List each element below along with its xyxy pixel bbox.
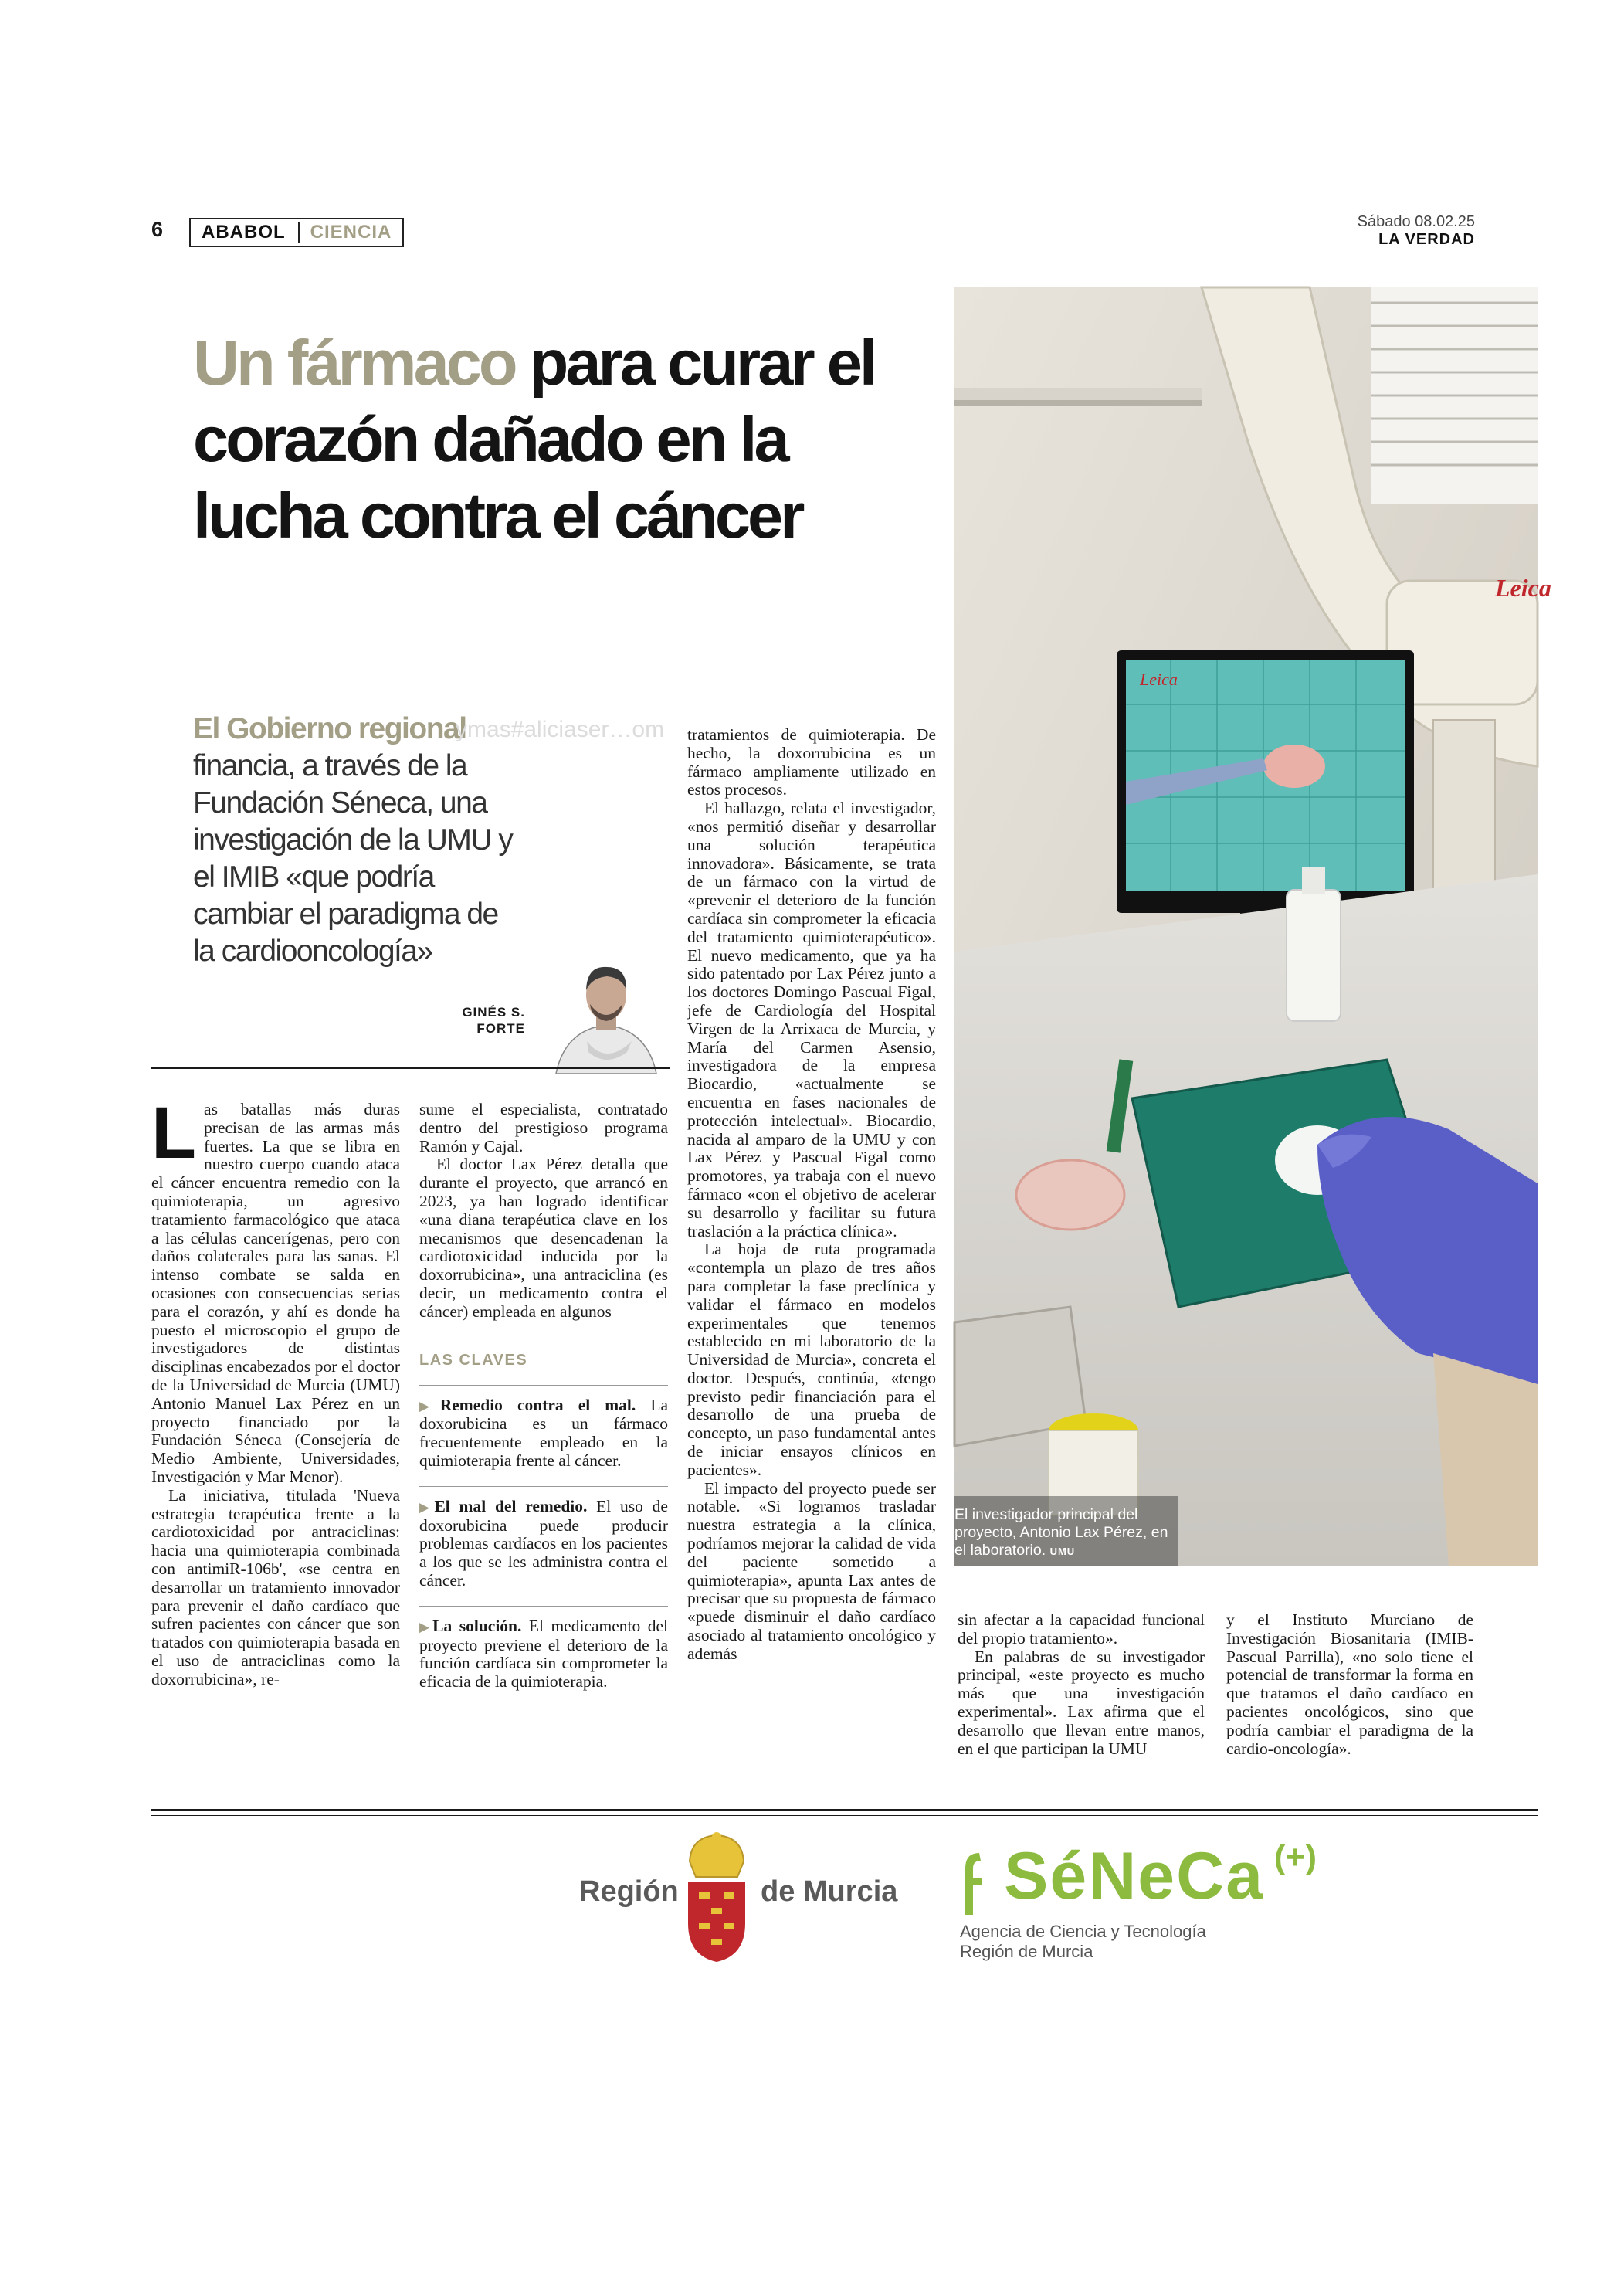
drop-cap: L	[151, 1092, 197, 1174]
headline-rest: para curar el corazón dañado en la lucha contra el cáncer	[193, 327, 874, 551]
seneca-f-icon	[956, 1850, 987, 1916]
paragraph: En palabras de su investigador principal, «este proyecto es mucho más que una investigación experimental». Lax afirma que el desarrollo que llevan entre manos, en el que participan la UMU	[958, 1647, 1205, 1758]
claves-title: LAS CLAVES	[419, 1342, 668, 1369]
seneca-line2: Región de Murcia	[960, 1942, 1093, 1961]
triangle-bullet-icon: ▶	[419, 1499, 435, 1515]
section-primary: ABABOL	[191, 222, 300, 243]
clave-item	[419, 1486, 668, 1590]
byline	[417, 1004, 525, 1037]
paragraph: y el Instituto Murciano de Investigación Biosanitaria (IMIB-Pascual Parrilla), «no solo tiene el potencial de transformar la forma en que tratamos el daño cardíaco en pacientes oncológicos, sino que podría cambiar el paradigma de la cardio-oncología».	[1226, 1610, 1473, 1758]
triangle-bullet-icon: ▶	[419, 1619, 433, 1634]
monitor-brand: Leica	[1140, 670, 1178, 689]
section-label	[189, 218, 404, 247]
paragraph: sin afectar a la capacidad funcional del propio tratamiento».	[958, 1610, 1205, 1648]
paragraph: El impacto del proyecto puede ser notable. «Si logramos trasladar nuestra estrategia a la clínica, podríamos mejorar la calidad de vida del paciente sometido a quimioterapia», apunta Lax antes de precisar que su propuesta de fármaco «puede disminuir el daño cardíaco asociado al tratamiento oncológico y además	[687, 1478, 936, 1663]
clave-text: El medicamento del proyecto previene el deterioro de la función cardíaca sin comprometer la eficacia de la quimioterapia.	[419, 1616, 668, 1692]
lab-photo	[954, 287, 1551, 1566]
clave-title: Remedio contra el mal.	[439, 1395, 636, 1414]
murcia-shield-icon	[682, 1831, 751, 1963]
triangle-bullet-icon: ▶	[419, 1398, 440, 1413]
headline	[193, 324, 950, 554]
body-column-3	[687, 726, 936, 1664]
photo-caption-text: El investigador principal del proyecto, Antonio Lax Pérez, en el laboratorio.	[954, 1506, 1168, 1559]
region-murcia-left: Región	[579, 1875, 679, 1908]
photo-caption	[954, 1506, 1178, 1560]
watermark: ymas#aliciaser…om	[456, 717, 665, 742]
clave-text: El uso de doxorubicina puede producir problemas cardíacos en los pacientes a los que se les administra contra el cáncer.	[419, 1496, 668, 1590]
clave-item	[419, 1385, 668, 1471]
issue-date: Sábado 08.02.25	[1357, 213, 1475, 230]
clave-item	[419, 1606, 668, 1692]
seneca-logo: SéNeCa	[1004, 1839, 1265, 1913]
paragraph: La iniciativa, titulada 'Nueva estrategia terapéutica frente a la cardiotoxicidad por antraciclinas: hacia una quimioterapia combinada con antimiR-106b', «se centra en desarrollar un tratamiento innovador para prevenir el daño cardíaco que sufren pacientes con cáncer que son tratados con quimioterapia basada en el uso de antraciclinas como la doxorrubicina», re-	[151, 1485, 400, 1688]
seneca-line1: Agencia de Ciencia y Tecnología	[960, 1922, 1206, 1941]
section-secondary: CIENCIA	[310, 222, 392, 243]
region-murcia-right: de Murcia	[761, 1875, 898, 1908]
byline-first: GINÉS S.	[462, 1005, 525, 1020]
paragraph: El doctor Lax Pérez detalla que durante el proyecto, que arrancó en 2023, ya han logrado identificar «una diana terapéutica clave en los mecanismos que desencadenan la cardiotoxicidad inducida por la doxorrubicina», una antraciclina (es decir, un medicamento contra el cáncer) empleada en algunos	[419, 1155, 668, 1321]
paragraph: tratamientos de quimioterapia. De hecho, la doxorrubicina es un fármaco ampliamente utilizado en estos procesos.	[687, 725, 936, 799]
standfirst-rest: financia, a través de la Fundación Séneca, una investigación de la UMU y el IMIB «que podría cambiar el paradigma de la cardiooncología»	[193, 749, 513, 968]
seneca-subtitle	[960, 1922, 1206, 1962]
body-column-1	[151, 1092, 400, 1689]
standfirst-highlight: El Gobierno regional	[193, 712, 466, 745]
clave-text: La doxorubicina es un fármaco frecuentemente empleado en la quimioterapia frente al cáncer.	[419, 1395, 668, 1470]
seneca-plus: (+)	[1274, 1838, 1317, 1876]
divider	[151, 1067, 670, 1069]
paragraph: La hoja de ruta programada «contempla un plazo de tres años para completar la fase preclínica y validar el fármaco en modelos experimentales que tenemos establecido en mi laboratorio de la Universidad de Murcia», concreta el doctor. Después, continúa, «tengo previsto pedir financiación para el desarrollo de una prueba de concepto, un paso fundamental antes de iniciar ensayos clínicos en pacientes».	[687, 1240, 936, 1479]
issue-date-block	[1358, 213, 1475, 249]
author-portrait	[541, 950, 672, 1074]
photo-brand: Leica	[1495, 574, 1551, 602]
byline-last: FORTE	[476, 1021, 525, 1036]
headline-highlight: Un fármaco	[193, 327, 515, 399]
paragraph: sume el especialista, contratado dentro del prestigioso programa Ramón y Cajal.	[419, 1100, 668, 1155]
clave-title: El mal del remedio.	[434, 1496, 588, 1515]
photo-credit: UMU	[1049, 1546, 1076, 1557]
clave-title: La solución.	[432, 1616, 522, 1635]
body-column-2	[419, 1101, 668, 1692]
body-column-5	[1226, 1611, 1473, 1758]
standfirst	[193, 711, 517, 970]
paragraph: El hallazgo, relata el investigador, «nos permitió diseñar y desarrollar una solución terapéutica innovadora». Básicamente, se trata de un fármaco con la virtud de «prevenir el deterioro de la función cardíaca sin comprometer la eficacia del tratamiento quimioterapéutico». El nuevo medicamento, que ya ha sido patentado por Lax Pérez junto a los doctores Domingo Pascual Figal, jefe de Cardiología del Hospital Virgen de la Arrixaca de Murcia, y María del Carmen Asensio, investigadora de la empresa Biocardio, «actualmente se encuentra en fases nacionales de protección intelectual». Biocardio, nacida al amparo de la UMU y con Lax Pérez y Pascual Figal como promotores, ya trabaja con el nuevo fármaco «con el objetivo de acelerar su desarrollo y facilitar su futura traslación a la práctica clínica».	[687, 799, 936, 1240]
footer-divider	[151, 1809, 1538, 1811]
footer-divider	[151, 1815, 1538, 1816]
paragraph: as batallas más duras precisan de las armas más fuertes. La que se libra en nuestro cuerpo cuando ataca el cáncer encuentra remedio con la quimioterapia, un agresivo tratamiento farmacológico que ataca a las células cancerígenas, pero con daños colaterales para las sanas. El intenso combate se salda en ocasiones con consecuencias serias para el corazón, y ahí es donde ha puesto el microscopio el grupo de investigadores de distintas disciplinas encabezados por el doctor de la Universidad de Murcia (UMU) Antonio Manuel Lax Pérez en un proyecto financiado por la Fundación Séneca (Consejería de Medio Ambiente, Universidades, Investigación y Mar Menor).	[151, 1100, 400, 1486]
body-column-4	[958, 1611, 1205, 1758]
publication-name: LA VERDAD	[1378, 231, 1475, 248]
page-number: 6	[151, 218, 164, 241]
